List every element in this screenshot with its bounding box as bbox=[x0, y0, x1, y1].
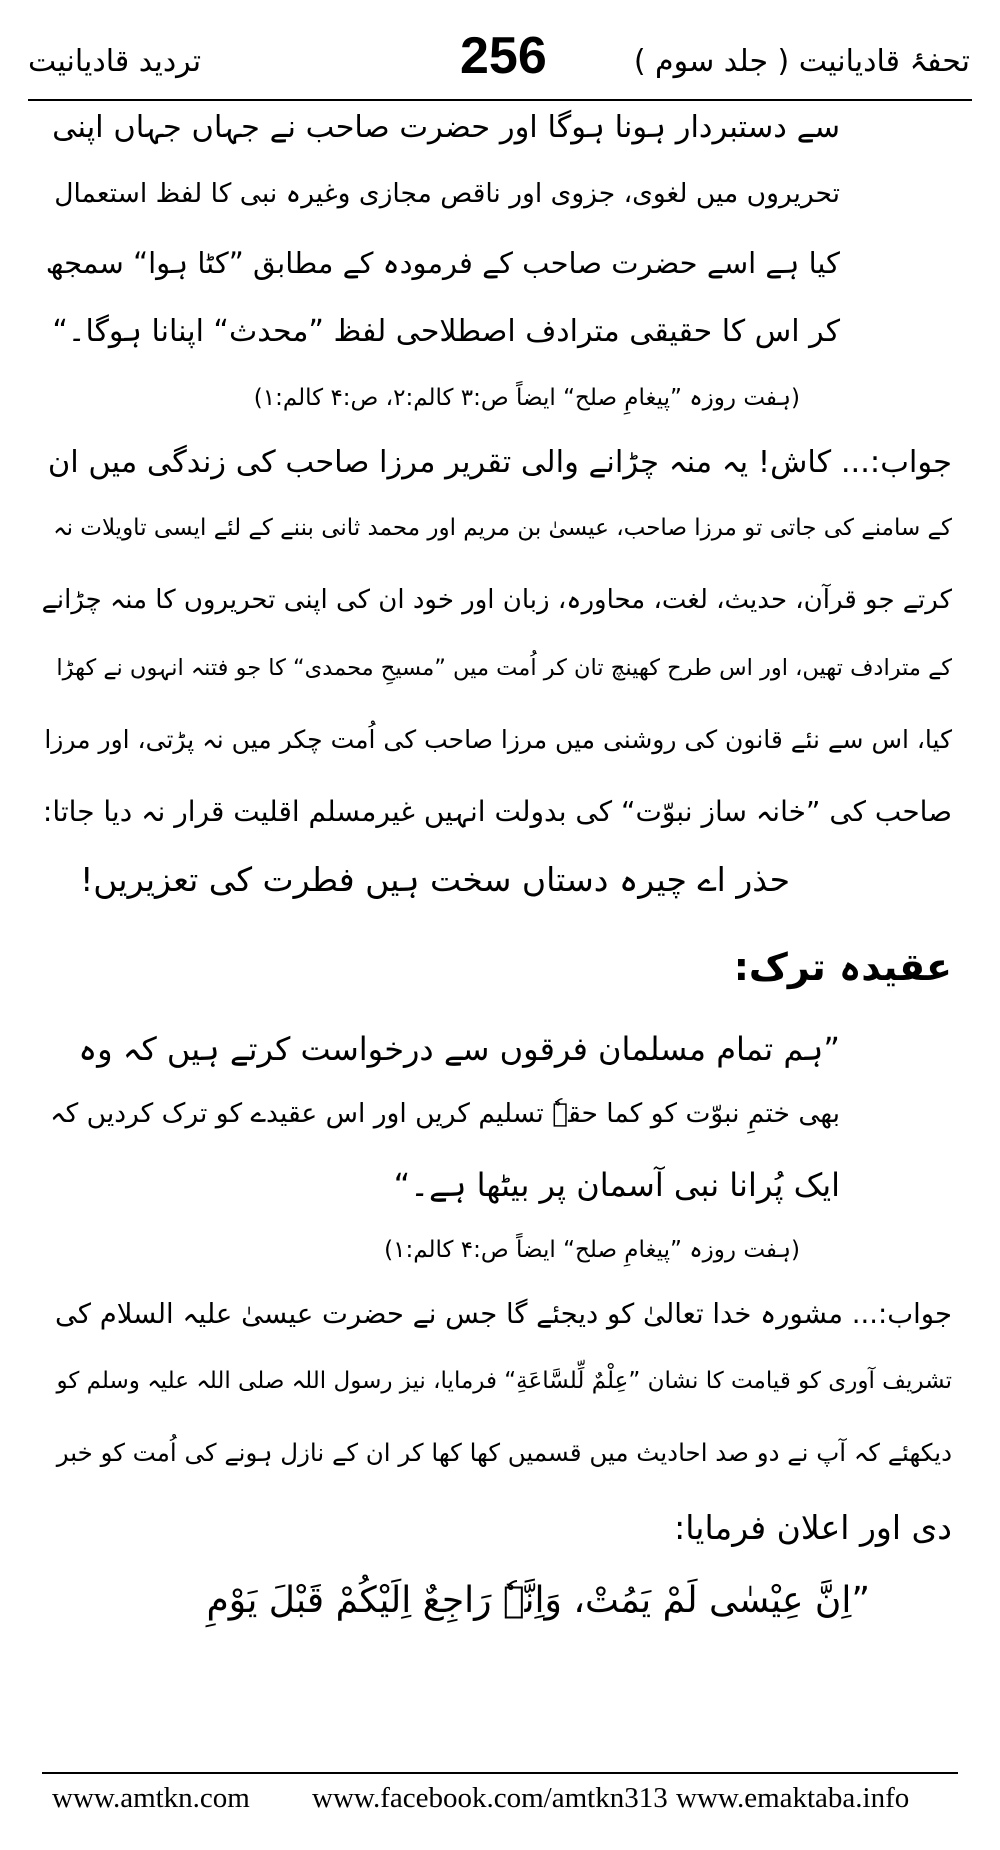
quote-line: سے دستبردار ہونا ہوگا اور حضرت صاحب نے جہاں جہاں اپنی bbox=[52, 110, 840, 145]
paragraph-line: کے سامنے کی جاتی تو مرزا صاحب، عیسیٰ بن مریم اور محمد ثانی بننے کے لئے ایسی تاویلات نہ bbox=[53, 515, 952, 541]
paragraph-line: کے مترادف تھیں، اور اس طرح کھینچ تان کر اُمت میں ”مسیحِ محمدی“ کا جو فتنہ انہوں نے کھڑا bbox=[56, 655, 952, 681]
facebook-link[interactable]: www.facebook.com/amtkn313 bbox=[312, 1782, 668, 1814]
paragraph-line: کرتے جو قرآن، حدیث، لغت، محاورہ، زبان اور خود ان کی اپنی تحریروں کا منہ چڑانے bbox=[41, 585, 952, 615]
quote-line: ”ہم تمام مسلمان فرقوں سے درخواست کرتے ہیں کہ وہ bbox=[78, 1030, 840, 1068]
quote-line: تحریروں میں لغوی، جزوی اور ناقص مجازی وغیرہ نبی کا لفظ استعمال bbox=[54, 178, 840, 209]
header-divider bbox=[28, 99, 972, 101]
paragraph-line: تشریف آوری کو قیامت کا نشان ”عِلْمٌ لِّلسَّاعَةِ“ فرمایا، نیز رسول اللہ صلی اللہ علیہ وسلم کو bbox=[56, 1368, 952, 1394]
paragraph-line: دی اور اعلان فرمایا: bbox=[674, 1508, 952, 1547]
page-number: 256 bbox=[460, 27, 547, 85]
section-heading: عقیدہ ترک: bbox=[733, 945, 952, 989]
arabic-quote: ”اِنَّ عِیْسٰی لَمْ یَمُتْ، وَاِنَّہٗ رَاجِعٌ اِلَیْکُمْ قَبْلَ یَوْمِ bbox=[206, 1580, 870, 1621]
citation: (ہفت روزہ ”پیغامِ صلح“ ایضاً ص:۳ کالم:۲، ص:۴ کالم:۱) bbox=[253, 385, 800, 411]
quote-line: کیا ہے اسے حضرت صاحب کے فرمودہ کے مطابق ”کٹا ہوا“ سمجھ bbox=[45, 246, 840, 280]
emaktaba-link[interactable]: www.emaktaba.info bbox=[676, 1782, 910, 1814]
page-header bbox=[0, 0, 1000, 100]
footer-divider bbox=[42, 1772, 958, 1774]
quote-line: بھی ختمِ نبوّت کو کما حقہٗ تسلیم کریں اور اس عقیدے کو ترک کردیں کہ bbox=[50, 1098, 840, 1129]
section-title: تردید قادیانیت bbox=[28, 44, 202, 79]
verse-line: حذر اے چیرہ دستاں سخت ہیں فطرت کی تعزیریں! bbox=[80, 860, 790, 899]
series-title: تحفۂ قادیانیت ( جلد سوم ) bbox=[633, 44, 970, 79]
paragraph-line: جواب:... کاش! یہ منہ چڑانے والی تقریر مرزا صاحب کی زندگی میں ان bbox=[47, 445, 952, 480]
quote-line: کر اس کا حقیقی مترادف اصطلاحی لفظ ”محدث“ اپنانا ہوگا۔“ bbox=[52, 314, 840, 349]
paragraph-line: دیکھئے کہ آپ نے دو صد احادیث میں قسمیں کھا کھا کر ان کے نازل ہونے کی اُمت کو خبر bbox=[56, 1438, 952, 1467]
paragraph-line: جواب:... مشورہ خدا تعالیٰ کو دیجئے گا جس نے حضرت عیسیٰ علیہ السلام کی bbox=[54, 1298, 952, 1330]
paragraph-line: کیا، اس سے نئے قانون کی روشنی میں مرزا صاحب کی اُمت چکر میں نہ پڑتی، اور مرزا bbox=[44, 725, 952, 754]
citation: (ہفت روزہ ”پیغامِ صلح“ ایضاً ص:۴ کالم:۱) bbox=[384, 1237, 800, 1263]
website-link[interactable]: www.amtkn.com bbox=[52, 1782, 250, 1814]
quote-line: ایک پُرانا نبی آسمان پر بیٹھا ہے۔“ bbox=[393, 1166, 840, 1204]
paragraph-line: صاحب کی ”خانہ ساز نبوّت“ کی بدولت انہیں غیرمسلم اقلیت قرار نہ دیا جاتا: bbox=[42, 795, 952, 828]
